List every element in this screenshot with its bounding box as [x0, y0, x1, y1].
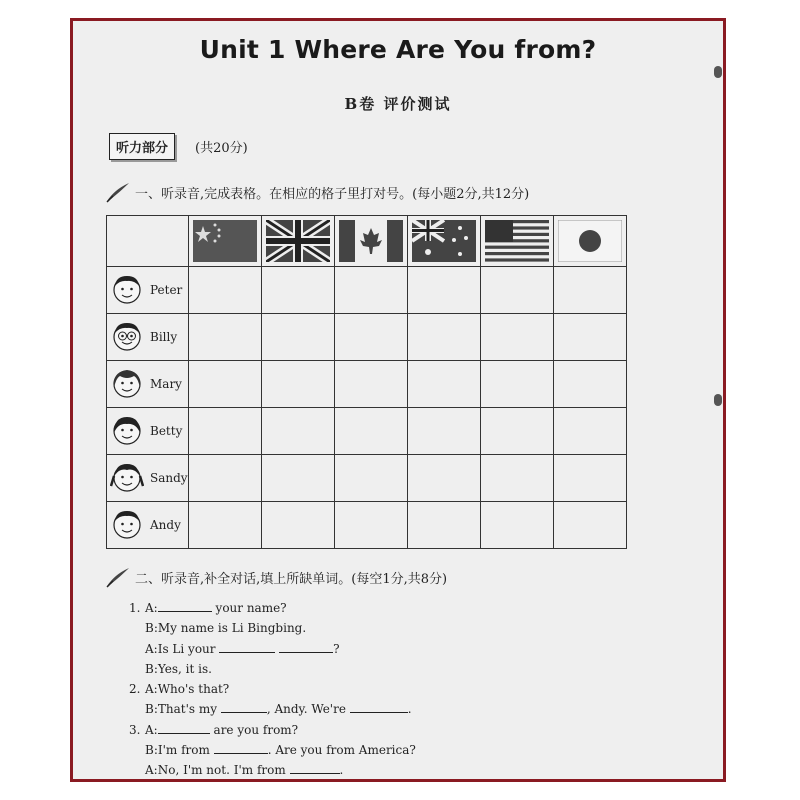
- usa-flag-icon: [485, 220, 549, 262]
- table-row: [107, 502, 627, 549]
- person-label: [107, 368, 188, 400]
- person-name: Billy: [150, 330, 178, 344]
- flag-cell-china: [188, 216, 261, 267]
- dialog-line: [129, 760, 416, 780]
- answer-blank[interactable]: [158, 721, 210, 734]
- dialog-text: Who's that?: [157, 682, 230, 697]
- dialog-line: [129, 659, 416, 679]
- dialog-text: That's my: [157, 702, 221, 717]
- person-name: Peter: [150, 283, 183, 297]
- flag-cell-australia: [407, 216, 480, 267]
- checkbox-cell[interactable]: [480, 267, 553, 314]
- boy-face-icon: [110, 274, 144, 306]
- corner-cell: [107, 216, 189, 267]
- checkbox-cell[interactable]: [334, 361, 407, 408]
- quill-pen-icon: [105, 181, 131, 203]
- checkbox-cell[interactable]: [553, 502, 626, 549]
- checkbox-cell[interactable]: [188, 455, 261, 502]
- person-label: [107, 462, 188, 494]
- checkbox-cell[interactable]: [553, 314, 626, 361]
- person-cell: [107, 361, 189, 408]
- checkbox-cell[interactable]: [553, 408, 626, 455]
- girl-curly-face-icon: [110, 368, 144, 400]
- checkbox-cell[interactable]: [334, 267, 407, 314]
- checkbox-cell[interactable]: [261, 408, 334, 455]
- checkbox-cell[interactable]: [407, 314, 480, 361]
- checkbox-cell[interactable]: [480, 455, 553, 502]
- australia-flag-icon: [412, 220, 476, 262]
- question-1-text: 一、听录音,完成表格。在相应的格子里打对号。(每小题2分,共12分): [135, 186, 530, 202]
- dialog-text: Yes, it is.: [157, 661, 212, 676]
- speaker-label: A:: [145, 682, 158, 697]
- table-row: [107, 314, 627, 361]
- checkbox-cell[interactable]: [261, 267, 334, 314]
- speaker-label: A:: [145, 722, 158, 737]
- speaker-label: B:: [145, 661, 158, 676]
- girl-face-icon: [110, 415, 144, 447]
- checkbox-cell[interactable]: [334, 455, 407, 502]
- flag-cell-canada: [334, 216, 407, 267]
- answer-blank[interactable]: [279, 640, 333, 653]
- person-name: Betty: [150, 424, 183, 438]
- dialog-number: 2.: [129, 682, 141, 697]
- worksheet-page: [73, 21, 723, 779]
- dialog-line: [129, 639, 416, 659]
- checkbox-cell[interactable]: [261, 502, 334, 549]
- table-row: [107, 408, 627, 455]
- girl-braids-face-icon: [110, 462, 144, 494]
- flag-header-row: [107, 216, 627, 267]
- checkbox-cell[interactable]: [407, 267, 480, 314]
- checkbox-cell[interactable]: [261, 314, 334, 361]
- checkbox-cell[interactable]: [553, 455, 626, 502]
- person-name: Andy: [150, 518, 181, 532]
- dialog-text: . Are you from America?: [267, 743, 416, 758]
- unit-title: Unit 1 Where Are You from?: [199, 35, 597, 64]
- question-2-text: 二、听录音,补全对话,填上所缺单词。(每空1分,共8分): [135, 571, 448, 587]
- answer-blank[interactable]: [290, 761, 340, 774]
- checkbox-cell[interactable]: [188, 267, 261, 314]
- person-label: [107, 415, 188, 447]
- section-label: 听力部分: [109, 133, 175, 160]
- table-row: [107, 361, 627, 408]
- answer-blank[interactable]: [158, 599, 212, 612]
- table-row: [107, 455, 627, 502]
- person-cell: [107, 267, 189, 314]
- flag-cell-japan: [553, 216, 626, 267]
- checkbox-cell[interactable]: [334, 408, 407, 455]
- checkbox-cell[interactable]: [188, 502, 261, 549]
- person-cell: [107, 455, 189, 502]
- person-cell: [107, 408, 189, 455]
- speaker-label: A:: [145, 641, 158, 656]
- page-frame: [70, 18, 726, 782]
- checkbox-cell[interactable]: [188, 408, 261, 455]
- dialog-line: [129, 618, 416, 638]
- dialog-text: your name?: [211, 601, 287, 615]
- dialog-number: 1.: [129, 601, 141, 615]
- answer-blank[interactable]: [350, 700, 408, 713]
- person-name: Sandy: [150, 471, 188, 485]
- question-2-heading: [105, 566, 447, 588]
- uk-flag-icon: [266, 220, 330, 262]
- checkbox-cell[interactable]: [553, 267, 626, 314]
- checkbox-cell[interactable]: [553, 361, 626, 408]
- checkbox-cell[interactable]: [480, 314, 553, 361]
- china-flag-icon: [193, 220, 257, 262]
- checkbox-cell[interactable]: [480, 361, 553, 408]
- boy-face-icon: [110, 509, 144, 541]
- checkbox-cell[interactable]: [407, 408, 480, 455]
- checkbox-cell[interactable]: [261, 455, 334, 502]
- checkbox-cell[interactable]: [188, 314, 261, 361]
- checkbox-cell[interactable]: [407, 361, 480, 408]
- person-label: [107, 509, 188, 541]
- question-1-heading: [105, 181, 529, 203]
- checkbox-cell[interactable]: [480, 408, 553, 455]
- dialog-text: No, I'm not. I'm from: [157, 763, 290, 778]
- person-label: [107, 274, 188, 306]
- checkbox-cell[interactable]: [407, 502, 480, 549]
- dialog-text: , Andy. We're: [266, 702, 350, 717]
- answer-table: [106, 215, 627, 549]
- flag-cell-uk: [261, 216, 334, 267]
- dialog-text: My name is Li Bingbing.: [157, 621, 307, 636]
- answer-blank[interactable]: [221, 700, 267, 713]
- quill-pen-icon: [105, 566, 131, 588]
- person-cell: [107, 314, 189, 361]
- boy-glasses-face-icon: [110, 321, 144, 353]
- dialog-line: [129, 720, 416, 740]
- canada-flag-icon: [339, 220, 403, 262]
- flag-cell-usa: [480, 216, 553, 267]
- answer-blank[interactable]: [219, 640, 275, 653]
- dialog-text: Is Li your: [157, 641, 220, 656]
- dialog-text: .: [339, 763, 344, 778]
- binder-tab: [714, 394, 722, 406]
- checkbox-cell[interactable]: [334, 314, 407, 361]
- dialog-line: [129, 740, 416, 760]
- dialog-block: [129, 598, 416, 781]
- table-row: [107, 267, 627, 314]
- person-label: [107, 321, 188, 353]
- dialog-text: ?: [333, 641, 340, 656]
- dialog-line: [129, 598, 416, 618]
- speaker-label: A:: [145, 763, 158, 778]
- checkbox-cell[interactable]: [188, 361, 261, 408]
- binder-tab: [714, 66, 722, 78]
- speaker-label: B:: [145, 743, 158, 758]
- speaker-label: A:: [145, 601, 158, 615]
- dialog-text: are you from?: [209, 722, 299, 737]
- speaker-label: B:: [145, 702, 158, 717]
- dialog-line: B:That's my , Andy. We're .: [145, 702, 412, 717]
- checkbox-cell[interactable]: [334, 502, 407, 549]
- test-subtitle: B卷 评价测试: [344, 95, 452, 113]
- answer-blank[interactable]: [214, 741, 268, 754]
- dialog-text: I'm from: [157, 743, 214, 758]
- checkbox-cell[interactable]: [407, 455, 480, 502]
- person-name: Mary: [150, 377, 182, 391]
- speaker-label: B:: [145, 621, 158, 636]
- dialog-number: 3.: [129, 722, 141, 737]
- section-score: (共20分): [195, 141, 248, 156]
- dialog-line: [129, 679, 416, 699]
- checkbox-cell[interactable]: [480, 502, 553, 549]
- japan-flag-icon: [558, 220, 622, 262]
- checkbox-cell[interactable]: [261, 361, 334, 408]
- person-cell: [107, 502, 189, 549]
